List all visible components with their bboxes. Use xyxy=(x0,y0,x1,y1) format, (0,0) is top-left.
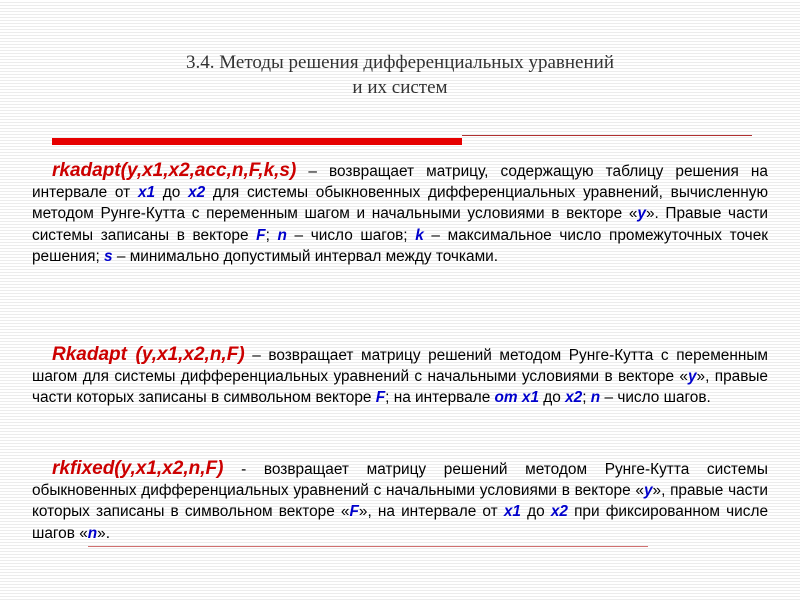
function-name: rkadapt(y,x1,x2,acc,n,F,k,s) xyxy=(52,160,297,181)
variable: x1 xyxy=(503,503,521,521)
variable: x1 xyxy=(137,184,156,202)
text-segment: ; xyxy=(265,226,278,244)
variable: k xyxy=(415,226,424,244)
function-name: Rkadapt (y,x1,x2,n,F) xyxy=(52,344,245,365)
variable: x2 xyxy=(188,184,206,202)
title-line-1: 3.4. Методы решения дифференциальных уравнений xyxy=(186,52,614,73)
slide-title xyxy=(0,50,800,100)
variable: y xyxy=(637,205,646,223)
variable: y xyxy=(643,482,653,500)
variable: s xyxy=(104,247,113,265)
text-segment: ». xyxy=(97,524,111,542)
text-segment: – минимально допустимый интервал между точками. xyxy=(112,247,499,265)
text-segment: ; xyxy=(582,389,591,407)
variable: y xyxy=(687,368,697,386)
title-divider-thin xyxy=(462,135,752,136)
text-segment: », правые части которых записаны в символьном векторе xyxy=(32,368,768,407)
text-segment: до xyxy=(155,184,189,202)
text-segment: до xyxy=(520,503,551,521)
variable: n xyxy=(277,226,287,244)
variable: n xyxy=(590,389,601,407)
title-line-2: и их систем xyxy=(352,77,448,98)
text-segment: », правые части которых записаны в символьном векторе « xyxy=(32,482,768,521)
variable: x2 xyxy=(565,389,583,407)
text-segment: до xyxy=(539,389,566,407)
variable: F xyxy=(375,389,386,407)
text-segment: – максимальное число промежуточных точек решения; xyxy=(32,226,768,265)
function-name: rkfixed(y,x1,x2,n,F) xyxy=(52,458,224,479)
text-segment: – число шагов. xyxy=(600,389,711,407)
text-segment: - возвращает матрицу решений методом Рунге-Кутта системы обыкновенных дифференциальных уравнений с начальными условиями в векторе « xyxy=(32,461,768,500)
text-segment: ». Правые части системы записаны в векторе xyxy=(32,205,768,244)
variable: n xyxy=(87,524,98,542)
decorative-underline xyxy=(88,546,648,547)
paragraph-rkadapt-symbolic xyxy=(32,344,768,409)
text-segment: ; на интервале xyxy=(385,389,495,407)
variable: x2 xyxy=(550,503,568,521)
variable: F xyxy=(349,503,359,521)
variable: F xyxy=(256,226,266,244)
paragraph-rkadapt xyxy=(32,160,768,267)
title-divider-thick xyxy=(52,138,462,145)
text-segment: – возвращает матрицу решений методом Рунге-Кутта с переменным шагом для системы дифференциальных уравнений с начальными условиями в векторе « xyxy=(32,347,768,386)
text-segment: – число шагов; xyxy=(286,226,416,244)
paragraph-rkfixed xyxy=(32,458,768,544)
text-segment: для системы обыкновенных дифференциальных уравнений, вычисленную методом Рунге-Кутта с переменным шагом и начальными условиями в векторе « xyxy=(32,184,768,223)
text-segment: », на интервале от xyxy=(358,503,504,521)
text-segment: при фиксированном числе шагов « xyxy=(32,503,769,542)
text-segment: – возвращает матрицу, содержащую таблицу решения на интервале от xyxy=(32,163,768,202)
variable: от x1 xyxy=(494,389,540,407)
